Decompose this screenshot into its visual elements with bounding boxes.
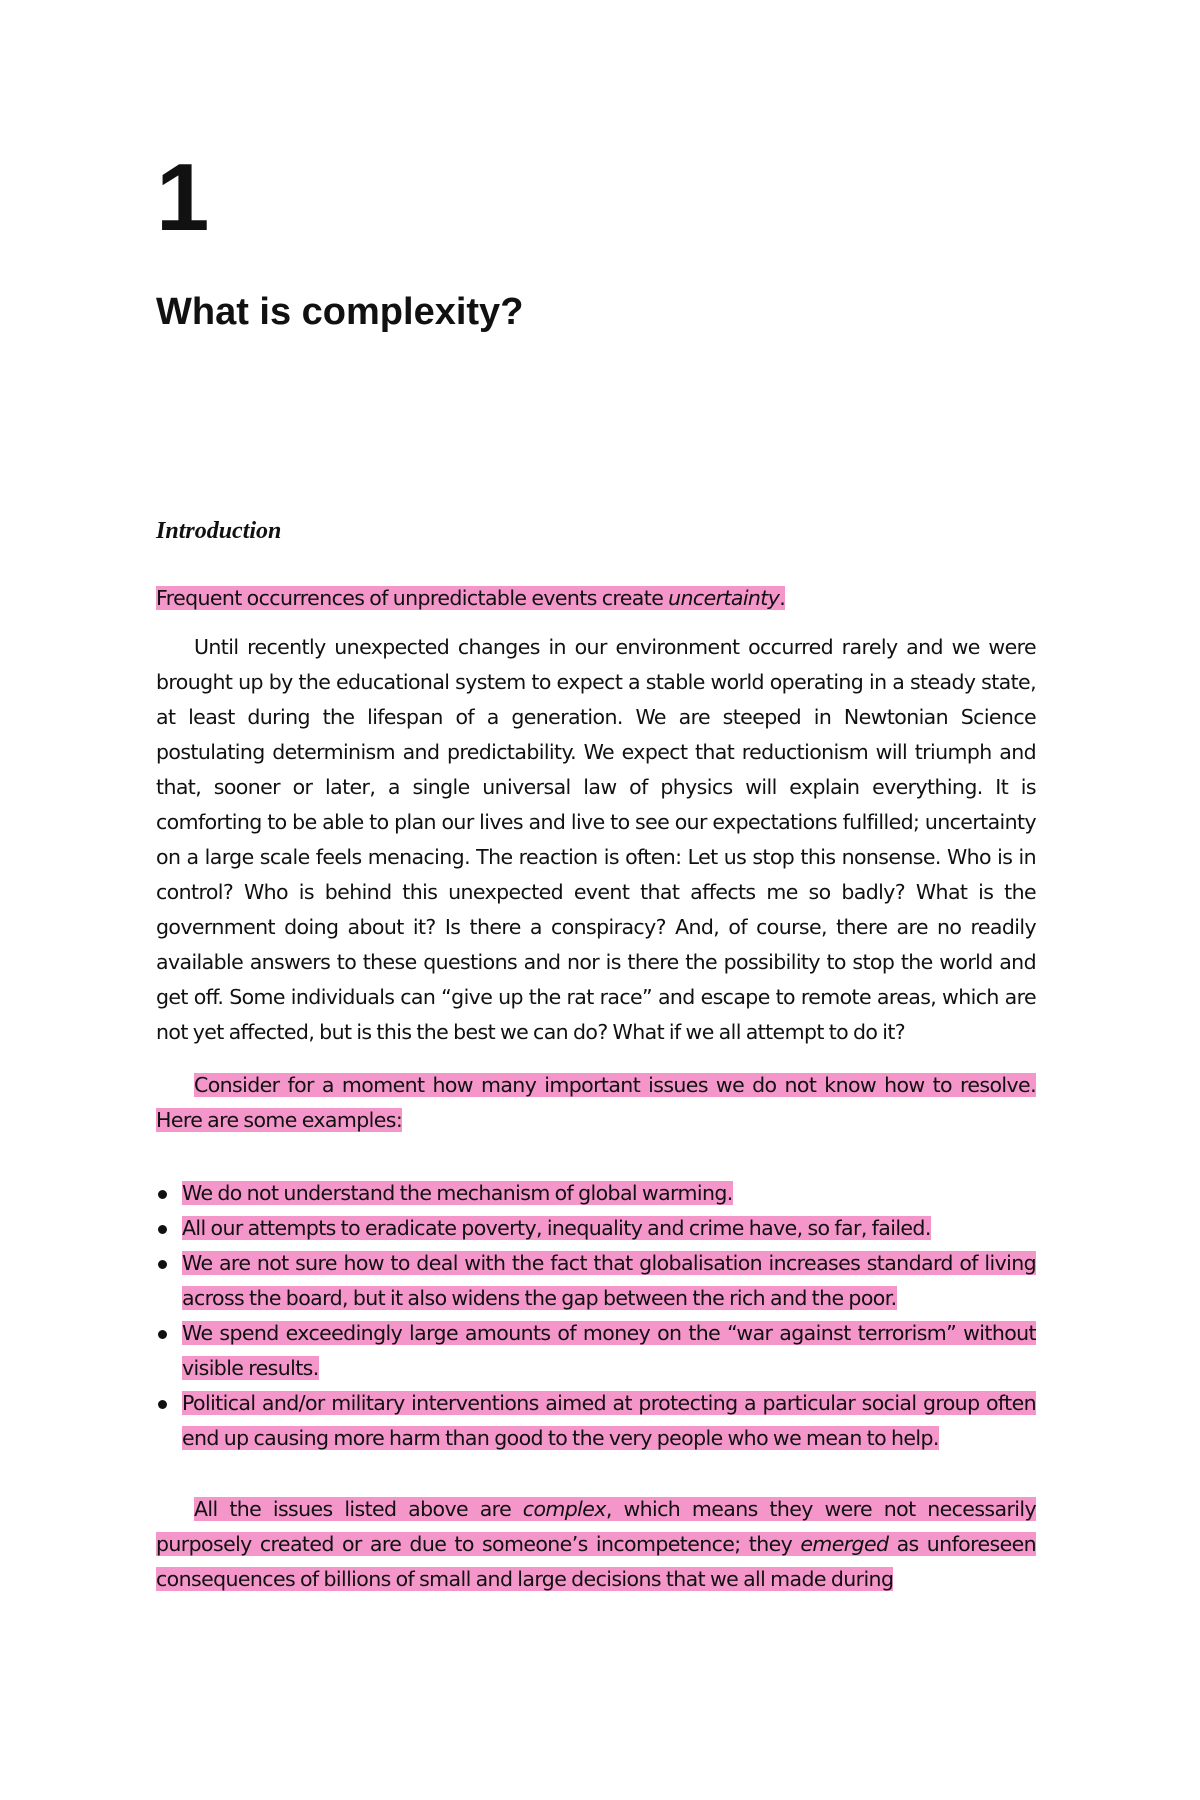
paragraph-3-emphasis-complex: complex <box>522 1496 606 1521</box>
paragraph-3 <box>156 1492 1036 1597</box>
lead-emphasis: uncertainty <box>668 585 780 610</box>
bullet-icon <box>158 1260 167 1269</box>
lead-sentence <box>156 581 1036 616</box>
list-item <box>156 1176 1036 1211</box>
paragraph-3-emphasis-emerged: emerged <box>800 1531 889 1556</box>
book-page <box>156 144 1037 1597</box>
paragraph-2 <box>156 1068 1036 1138</box>
list-item <box>156 1246 1036 1316</box>
bullet-icon <box>158 1225 167 1234</box>
lead-highlight <box>156 586 785 610</box>
chapter-number: 1 <box>156 144 208 251</box>
list-item <box>156 1386 1036 1456</box>
list-item <box>156 1211 1036 1246</box>
list-item-text: Political and/or military interventions aimed at protecting a particular social group often end up causing more harm than good to the very people who we mean to help. <box>182 1390 1036 1450</box>
bullet-icon <box>158 1190 167 1199</box>
lead-text-after: . <box>779 585 786 610</box>
examples-list <box>156 1176 1036 1456</box>
list-item-text: We are not sure how to deal with the fact that globalisation increases standard of living across the board, but it also widens the gap between the rich and the poor. <box>182 1250 1036 1310</box>
paragraph-3-part-1: All the issues listed above are <box>194 1496 523 1521</box>
lead-text-before: Frequent occurrences of unpredictable events create <box>156 585 669 610</box>
paragraph-1: Until recently unexpected changes in our environment occurred rarely and we were brought up by the educational system to expect a stable world operating in a steady state, at least during the lifespan of a generation. We are steeped in Newtonian Science postulating determinism and predictability. We expect that reductionism will triumph and that, sooner or later, a single universal law of physics will explain everything. It is comforting to be able to plan our lives and live to see our expectations fulfilled; uncertainty on a large scale feels menacing. The reaction is often: Let us stop this nonsense. Who is in control? Who is behind this unexpected event that affects me so badly? What is the government doing about it? Is there a conspiracy? And, of course, there are no readily available answers to these questions and nor is there the possibility to stop the world and get off. Some individuals can “give up the rat race” and escape to remote areas, which are not yet affected, but is this the best we can do? What if we all attempt to do it? <box>156 634 1036 1044</box>
bullet-icon <box>158 1400 167 1409</box>
paragraph-3-part-3: as unforeseen consequences of billions of small and large decisions that we all made during <box>156 1531 1037 1591</box>
paragraph-3-part-2: , which means they were not necessarily purposely created or are due to someone’s incompetence; they <box>156 1496 1036 1556</box>
list-item <box>156 1316 1036 1386</box>
bullet-icon <box>158 1330 167 1339</box>
paragraph-3-highlight <box>156 1497 1036 1591</box>
list-item-text: All our attempts to eradicate poverty, inequality and crime have, so far, failed. <box>182 1215 931 1240</box>
section-heading: Introduction <box>156 517 282 544</box>
paragraph-2-highlight: Consider for a moment how many important issues we do not know how to resolve. Here are some examples: <box>156 1072 1036 1132</box>
list-item-text: We spend exceedingly large amounts of money on the “war against terrorism” without visible results. <box>182 1320 1036 1380</box>
chapter-title: What is complexity? <box>156 291 524 333</box>
list-item-text: We do not understand the mechanism of global warming. <box>182 1180 733 1205</box>
